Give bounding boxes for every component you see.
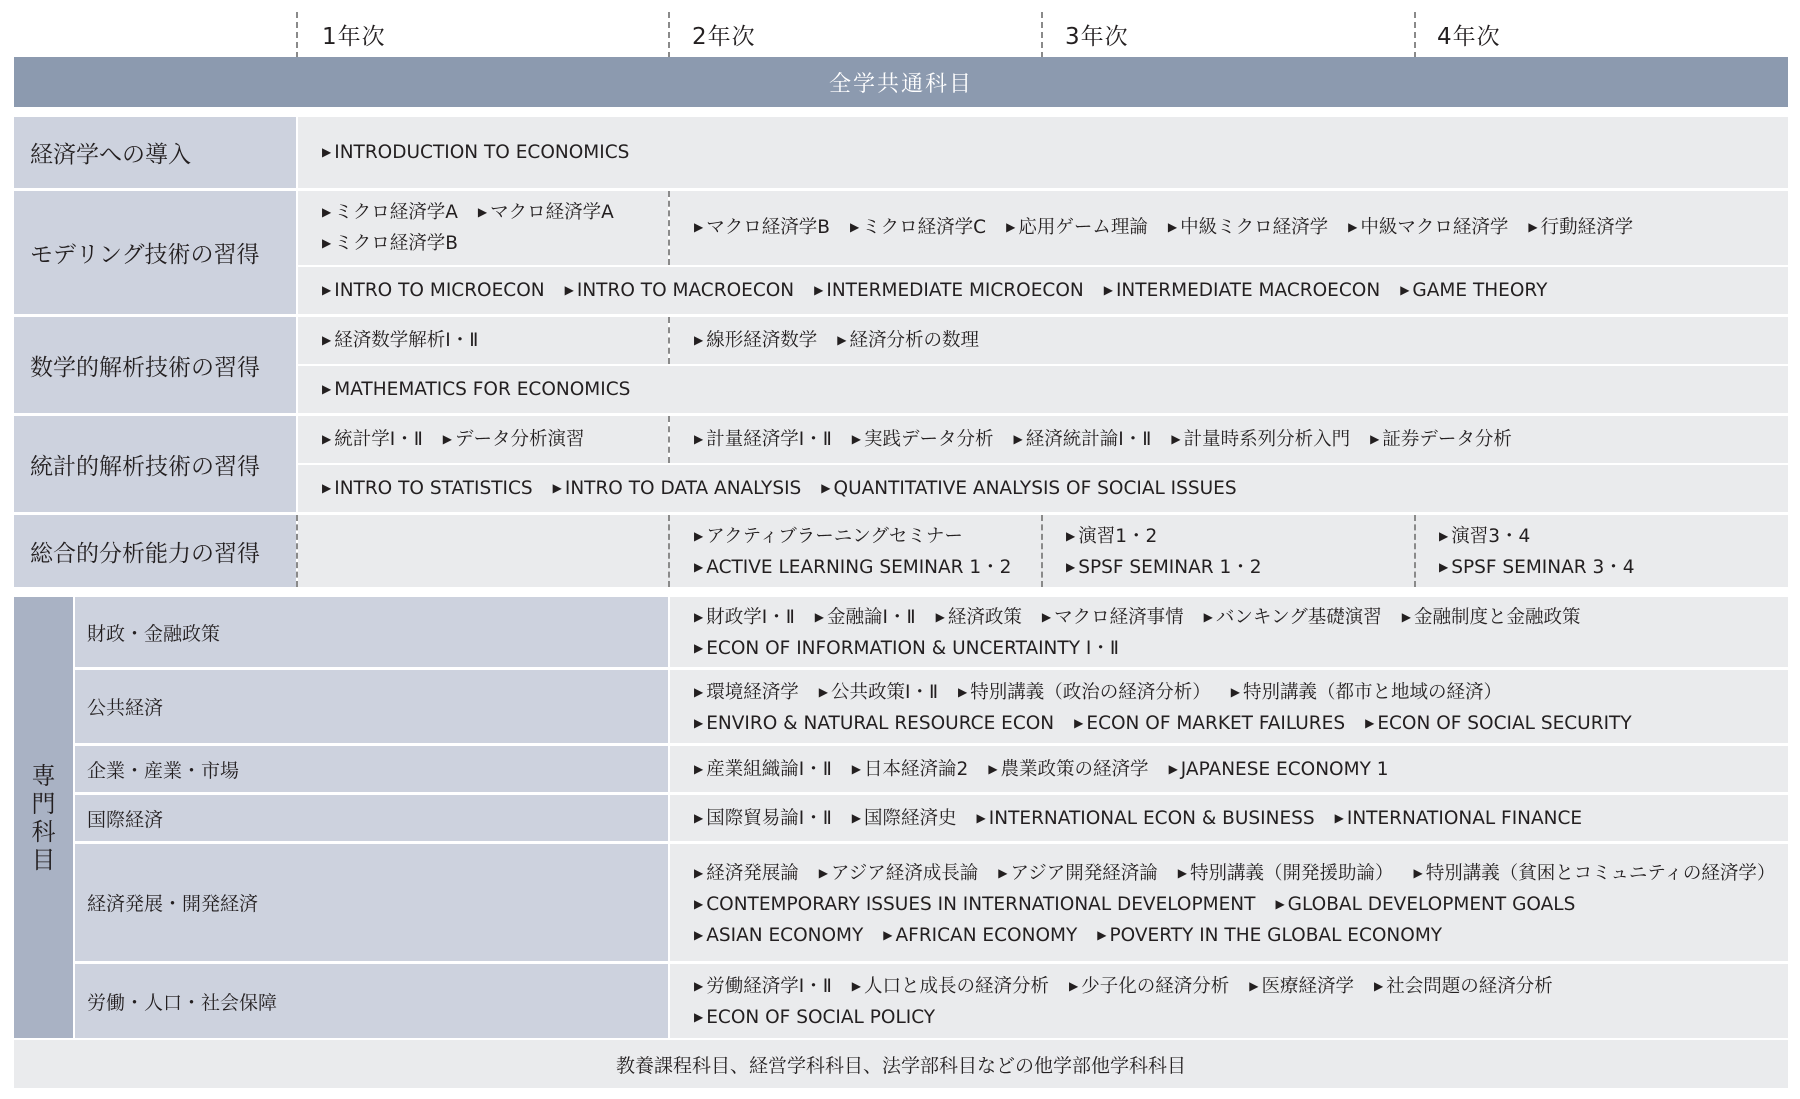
divider-dashed	[668, 191, 670, 265]
course-line	[322, 474, 1237, 505]
specialized-subjects-label	[14, 597, 73, 1038]
course-line	[694, 804, 1582, 835]
course-line	[1066, 553, 1262, 584]
course-line	[322, 198, 614, 229]
course-item: ▶ 産業組織論Ⅰ・Ⅱ	[694, 759, 832, 780]
sub-label-dev: 経済発展・開発経済	[75, 844, 668, 961]
course-item: ▶ アクティブラーニングセミナー	[694, 526, 963, 547]
course-item: ▶ 経済数学解析Ⅰ・Ⅱ	[322, 330, 478, 351]
course-line	[694, 634, 1581, 665]
course-item: ▶ ASIAN ECONOMY	[694, 925, 863, 946]
synth-y3-courses	[1066, 522, 1262, 584]
course-line	[322, 138, 629, 169]
course-line	[1066, 522, 1262, 553]
course-line	[322, 229, 614, 260]
row-label-stats: 統計的解析技術の習得	[14, 416, 296, 512]
row-label-intro: 経済学への導入	[14, 117, 296, 188]
stats-y2-courses	[694, 425, 1512, 456]
course-item: ▶ 財政学Ⅰ・Ⅱ	[694, 607, 795, 628]
course-item: ▶ 環境経済学	[694, 682, 799, 703]
course-item: ▶ 特別講義（開発援助論）	[1178, 863, 1394, 884]
course-item: ▶ 特別講義（都市と地域の経済）	[1231, 682, 1502, 703]
course-item: ▶ 経済政策	[936, 607, 1022, 628]
stats-y1-courses	[322, 425, 585, 456]
course-line	[694, 1003, 1553, 1034]
modeling-y2-courses	[694, 213, 1633, 244]
course-item: ▶ 金融制度と金融政策	[1402, 607, 1581, 628]
course-line	[694, 972, 1553, 1003]
course-line	[694, 859, 1775, 890]
course-item: ▶ JAPANESE ECONOMY 1	[1169, 759, 1389, 780]
course-item: ▶ INTERMEDIATE MICROECON	[814, 280, 1084, 301]
specialized-char: 目	[31, 845, 56, 874]
specialized-char: 科	[31, 817, 56, 846]
intl-courses	[694, 804, 1582, 835]
course-item: ▶ 特別講義（政治の経済分析）	[958, 682, 1211, 703]
course-item: ▶ ミクロ経済学B	[322, 233, 458, 254]
course-line	[694, 326, 979, 357]
modeling-y1-courses	[322, 198, 614, 260]
course-item: ▶ INTERNATIONAL FINANCE	[1335, 808, 1582, 829]
course-item: ▶ GLOBAL DEVELOPMENT GOALS	[1275, 894, 1575, 915]
course-item: ▶ 経済発展論	[694, 863, 799, 884]
course-item: ▶ ACTIVE LEARNING SEMINAR 1・2	[694, 557, 1011, 578]
divider-dashed	[296, 515, 298, 587]
specialized-char: 専	[31, 761, 56, 790]
course-item: ▶ INTERMEDIATE MACROECON	[1104, 280, 1380, 301]
year-divider	[296, 12, 298, 58]
row-label-math: 数学的解析技術の習得	[14, 317, 296, 413]
course-item: ▶ マクロ経済学B	[694, 217, 830, 238]
course-item: ▶ 経済分析の数理	[837, 330, 979, 351]
course-item: ▶ POVERTY IN THE GLOBAL ECONOMY	[1097, 925, 1442, 946]
specialized-char: 門	[31, 789, 56, 818]
math-en-courses	[322, 375, 630, 406]
course-item: ▶ 国際経済史	[852, 808, 957, 829]
year-3-label: 3年次	[1065, 24, 1129, 50]
course-line	[1439, 522, 1635, 553]
course-item: ▶ 特別講義（貧困とコミュニティの経済学）	[1414, 863, 1776, 884]
course-item: ▶ CONTEMPORARY ISSUES IN INTERNATIONAL DEVELOPMENT	[694, 894, 1255, 915]
course-item: ▶ ECON OF INFORMATION & UNCERTAINTY Ⅰ・Ⅱ	[694, 638, 1119, 659]
course-item: ▶ 労働経済学Ⅰ・Ⅱ	[694, 976, 832, 997]
course-item: ▶ 証券データ分析	[1370, 429, 1512, 450]
course-line	[694, 890, 1775, 921]
course-item: ▶ 行動経済学	[1528, 217, 1633, 238]
course-item: ▶ 応用ゲーム理論	[1006, 217, 1148, 238]
course-item: ▶ 経済統計論Ⅰ・Ⅱ	[1014, 429, 1152, 450]
course-item: ▶ GAME THEORY	[1400, 280, 1547, 301]
other-faculty-subjects: 教養課程科目、経営学科科目、法学部科目などの他学部他学科科目	[14, 1040, 1788, 1088]
course-item: ▶ 統計学Ⅰ・Ⅱ	[322, 429, 423, 450]
year-divider	[1414, 12, 1416, 58]
course-line	[694, 522, 1011, 553]
divider-dashed	[668, 317, 670, 364]
course-line	[694, 921, 1775, 952]
course-item: ▶ データ分析演習	[443, 429, 585, 450]
modeling-en-courses	[322, 276, 1547, 307]
course-line	[694, 553, 1011, 584]
course-line	[322, 375, 630, 406]
course-item: ▶ INTRO TO MACROECON	[565, 280, 795, 301]
course-item: ▶ 中級マクロ経済学	[1348, 217, 1508, 238]
public-courses	[694, 678, 1632, 740]
course-item: ▶ 日本経済論2	[852, 759, 969, 780]
row-label-modeling: モデリング技術の習得	[14, 191, 296, 314]
dev-courses	[694, 859, 1775, 952]
divider-dashed	[1041, 515, 1043, 587]
course-item: ▶ 線形経済数学	[694, 330, 817, 351]
course-item: ▶ 人口と成長の経済分析	[852, 976, 1049, 997]
course-item: ▶ INTERNATIONAL ECON & BUSINESS	[977, 808, 1315, 829]
divider-dashed	[1414, 515, 1416, 587]
course-item: ▶ INTRO TO MICROECON	[322, 280, 545, 301]
course-item: ▶ 中級ミクロ経済学	[1168, 217, 1328, 238]
sub-label-industry: 企業・産業・市場	[75, 746, 668, 792]
sub-label-finance: 財政・金融政策	[75, 597, 668, 667]
course-item: ▶ SPSF SEMINAR 1・2	[1066, 557, 1262, 578]
year-divider	[668, 12, 670, 58]
course-line	[694, 213, 1633, 244]
year-1-label: 1年次	[322, 24, 386, 50]
course-item: ▶ バンキング基礎演習	[1204, 607, 1382, 628]
course-item: ▶ QUANTITATIVE ANALYSIS OF SOCIAL ISSUES	[821, 478, 1236, 499]
math-y1-courses	[322, 326, 478, 357]
course-item: ▶ ECON OF SOCIAL SECURITY	[1365, 713, 1632, 734]
course-line	[694, 678, 1632, 709]
sub-label-labor: 労働・人口・社会保障	[75, 964, 668, 1038]
stats-en-courses	[322, 474, 1237, 505]
sub-label-intl: 国際経済	[75, 795, 668, 841]
course-item: ▶ ECON OF MARKET FAILURES	[1074, 713, 1345, 734]
course-line	[694, 709, 1632, 740]
course-item: ▶ MATHEMATICS FOR ECONOMICS	[322, 379, 630, 400]
year-4-label: 4年次	[1437, 24, 1501, 50]
course-item: ▶ マクロ経済学A	[478, 202, 614, 223]
course-line	[694, 603, 1581, 634]
course-item: ▶ ENVIRO & NATURAL RESOURCE ECON	[694, 713, 1054, 734]
course-line	[322, 276, 1547, 307]
course-item: ▶ INTRODUCTION TO ECONOMICS	[322, 142, 629, 163]
course-item: ▶ ミクロ経済学C	[850, 217, 986, 238]
common-subjects-banner: 全学共通科目	[14, 57, 1788, 107]
course-line	[322, 425, 585, 456]
course-item: ▶ 演習1・2	[1066, 526, 1157, 547]
course-item: ▶ SPSF SEMINAR 3・4	[1439, 557, 1635, 578]
course-line	[322, 326, 478, 357]
course-item: ▶ 公共政策Ⅰ・Ⅱ	[819, 682, 938, 703]
course-line	[694, 425, 1512, 456]
course-item: ▶ AFRICAN ECONOMY	[883, 925, 1077, 946]
divider-dashed	[668, 515, 670, 587]
finance-courses	[694, 603, 1581, 665]
course-item: ▶ 医療経済学	[1249, 976, 1354, 997]
course-item: ▶ アジア経済成長論	[819, 863, 979, 884]
industry-courses	[694, 755, 1389, 786]
course-item: ▶ ミクロ経済学A	[322, 202, 458, 223]
course-item: ▶ 金融論Ⅰ・Ⅱ	[815, 607, 916, 628]
course-item: ▶ 農業政策の経済学	[988, 759, 1148, 780]
course-item: ▶ マクロ経済事情	[1042, 607, 1184, 628]
course-item: ▶ 国際貿易論Ⅰ・Ⅱ	[694, 808, 832, 829]
course-item: ▶ ECON OF SOCIAL POLICY	[694, 1007, 935, 1028]
year-divider	[1041, 12, 1043, 58]
course-item: ▶ アジア開発経済論	[998, 863, 1158, 884]
sub-label-public: 公共経済	[75, 670, 668, 743]
course-item: ▶ 少子化の経済分析	[1069, 976, 1229, 997]
synth-y2-courses	[694, 522, 1011, 584]
course-line	[694, 755, 1389, 786]
math-y2-courses	[694, 326, 979, 357]
divider-dashed	[668, 416, 670, 463]
course-line	[1439, 553, 1635, 584]
intro-courses	[322, 138, 629, 169]
course-item: ▶ 社会問題の経済分析	[1374, 976, 1553, 997]
row-label-synth: 総合的分析能力の習得	[14, 515, 296, 587]
year-2-label: 2年次	[692, 24, 756, 50]
course-item: ▶ 計量経済学Ⅰ・Ⅱ	[694, 429, 832, 450]
course-item: ▶ 計量時系列分析入門	[1171, 429, 1350, 450]
course-item: ▶ INTRO TO DATA ANALYSIS	[553, 478, 802, 499]
course-item: ▶ INTRO TO STATISTICS	[322, 478, 533, 499]
course-item: ▶ 演習3・4	[1439, 526, 1530, 547]
course-item: ▶ 実践データ分析	[852, 429, 994, 450]
synth-y4-courses	[1439, 522, 1635, 584]
labor-courses	[694, 972, 1553, 1034]
